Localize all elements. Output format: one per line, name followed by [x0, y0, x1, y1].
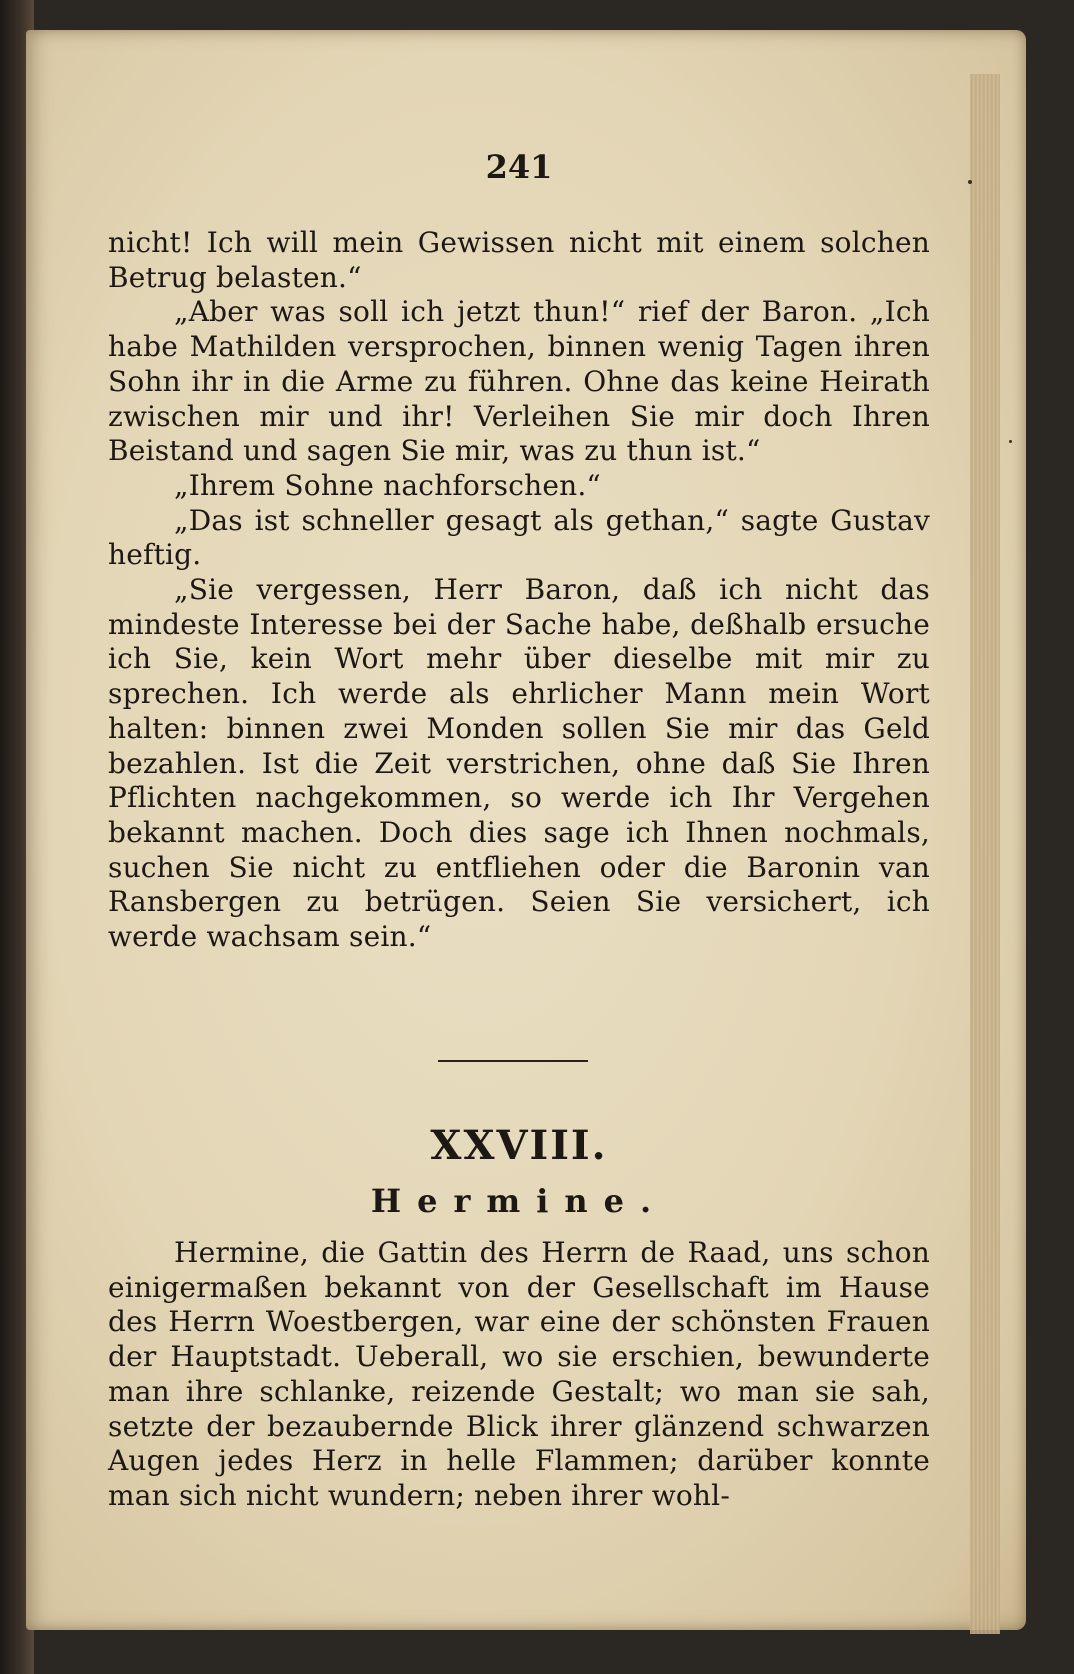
paragraph: Hermine, die Gattin des Herrn de Raad, uns schon einigermaßen bekannt von der Gesellschaft im Hause des Herrn Woestbergen, war eine der schönsten Frauen der Hauptstadt. Ueberall, wo sie erschien, bewunderte man ihre schlanke, reizende Gestalt; wo man sie sah, setzte der bezaubernde Blick ihrer glänzend schwarzen Augen jedes Herz in helle Flammen; darüber konnte man sich nicht wundern; neben ihrer wohl- [108, 1236, 930, 1512]
paper-speck [1009, 440, 1012, 443]
paragraph: nicht! Ich will mein Gewissen nicht mit einem solchen Betrug belasten.“ [108, 226, 930, 294]
paper-speck [968, 180, 972, 184]
section-divider [438, 1060, 588, 1062]
page-paper [26, 30, 1026, 1630]
paragraph: „Das ist schneller gesagt als gethan,“ sagte Gustav heftig. [108, 503, 930, 572]
page-stack-edges [970, 74, 1000, 1634]
chapter-number: XXVIII. [430, 1122, 608, 1169]
paragraph: „Aber was soll ich jetzt thun!“ rief der Baron. „Ich habe Mathilden versprochen, binnen wenig Tagen ihren Sohn ihr in die Arme zu führen. Ohne das keine Heirath zwischen mir und ihr! Verleihen Sie mir doch Ihren Beistand und sagen Sie mir, was zu thun ist.“ [108, 295, 930, 468]
paragraph: „Sie vergessen, Herr Baron, daß ich nicht das mindeste Interesse bei der Sache habe, deßhalb ersuche ich Sie, kein Wort mehr über dieselbe mit mir zu sprechen. Ich werde als ehrlicher Mann mein Wort halten: binnen zwei Monden sollen Sie mir das Geld bezahlen. Ist die Zeit verstrichen, ohne daß Sie Ihren Pflichten nachgekommen, so werde ich Ihr Vergehen bekannt machen. Doch dies sage ich Ihnen nochmals, suchen Sie nicht zu entfliehen oder die Baronin van Ransbergen zu betrügen. Seien Sie versichert, ich werde wachsam sein.“ [108, 573, 930, 954]
paragraph: „Ihrem Sohne nachforschen.“ [174, 468, 601, 502]
chapter-title: Hermine. [370, 1182, 668, 1220]
text-block-bottom [108, 1236, 930, 1514]
page-number: 241 [485, 148, 553, 186]
text-block-top [108, 226, 930, 955]
